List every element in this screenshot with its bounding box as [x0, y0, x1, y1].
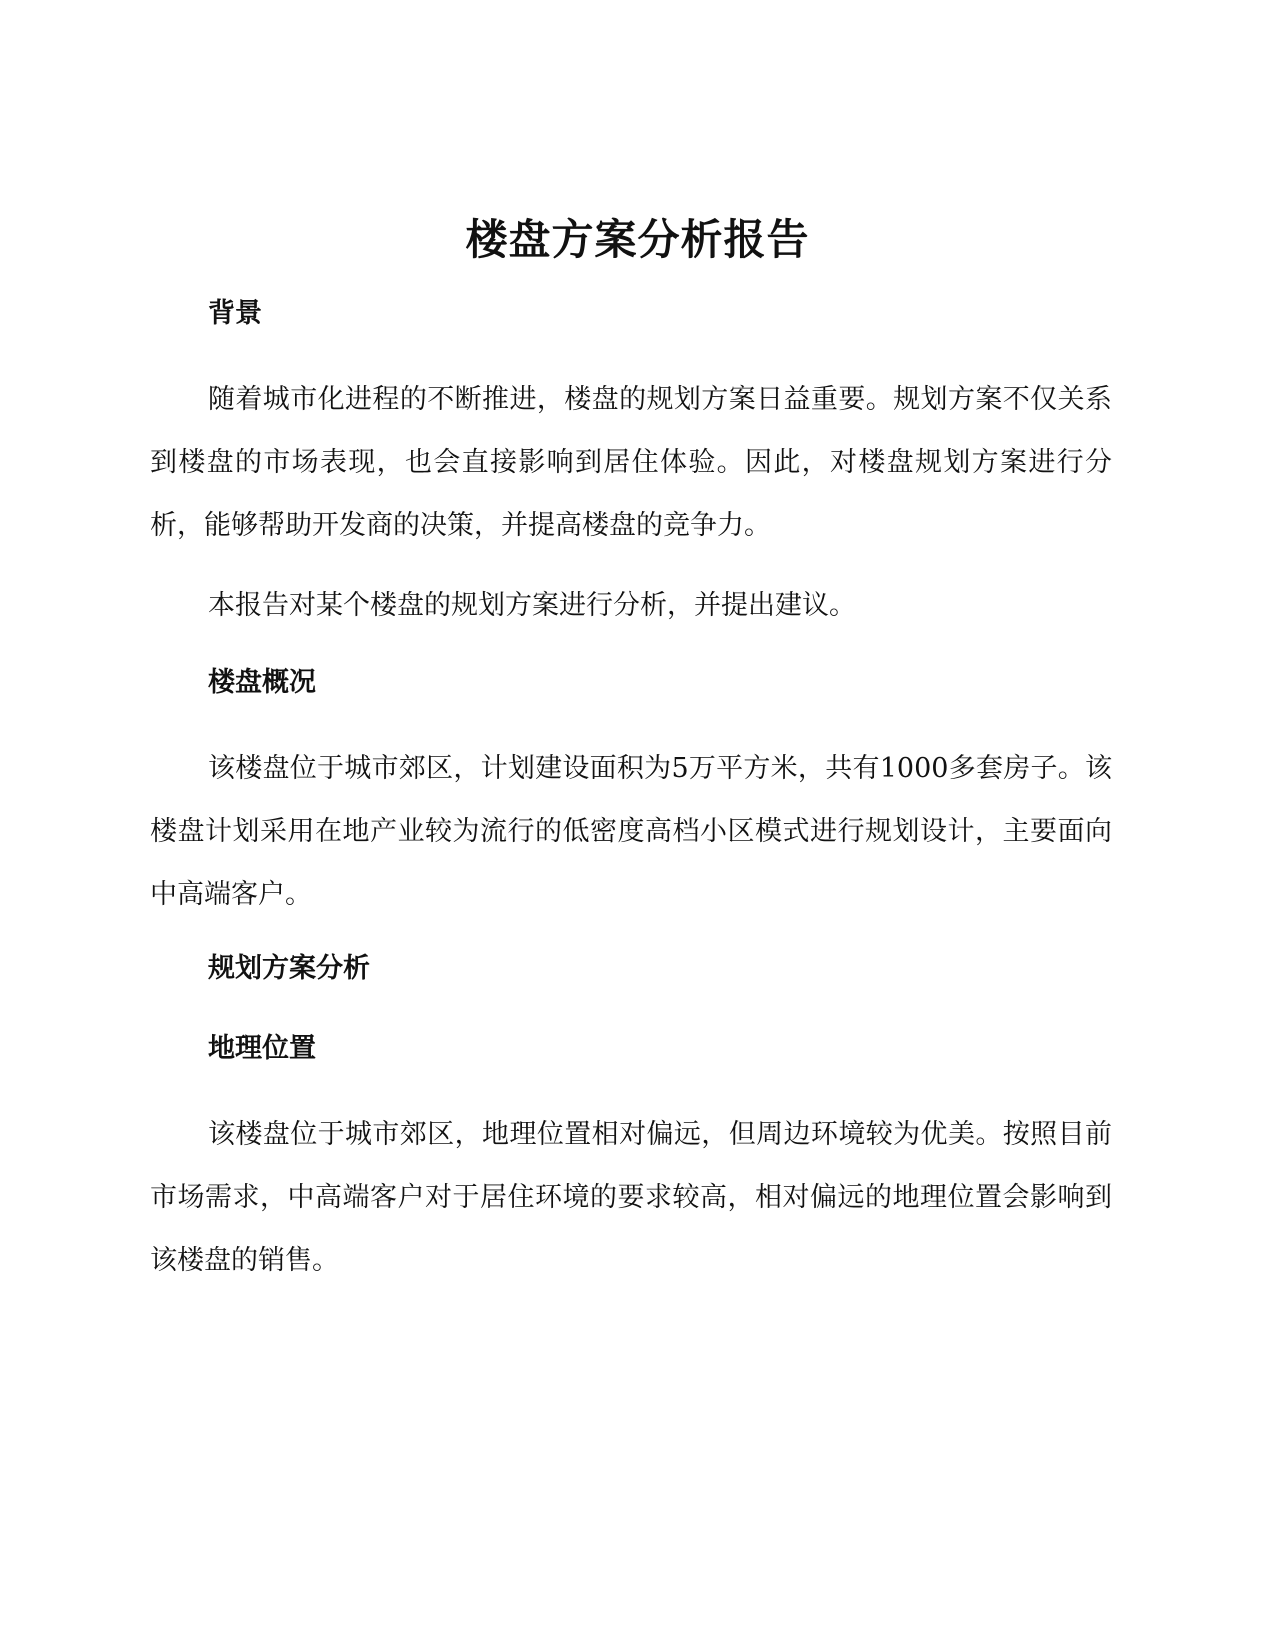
- background-paragraph-1: 随着城市化进程的不断推进，楼盘的规划方案日益重要。规划方案不仅关系到楼盘的市场表现，也会直接影响到居住体验。因此，对楼盘规划方案进行分析，能够帮助开发商的决策，并提高楼盘的竞争力。: [150, 384, 1112, 541]
- section-heading-plan-analysis: 规划方案分析: [208, 953, 370, 984]
- document-title: 楼盘方案分析报告: [465, 215, 810, 264]
- overview-paragraph: 该楼盘位于城市郊区，计划建设面积为5万平方米，共有1000多套房子。该楼盘计划采用在地产业较为流行的低密度高档小区模式进行规划设计，主要面向中高端客户。: [150, 753, 1112, 910]
- location-paragraph: 该楼盘位于城市郊区，地理位置相对偏远，但周边环境较为优美。按照目前市场需求，中高端客户对于居住环境的要求较高，相对偏远的地理位置会影响到该楼盘的销售。: [150, 1119, 1112, 1276]
- section-heading-overview: 楼盘概况: [208, 667, 316, 698]
- section-heading-background: 背景: [208, 298, 262, 329]
- section-heading-location: 地理位置: [208, 1033, 316, 1064]
- background-paragraph-2: 本报告对某个楼盘的规划方案进行分析，并提出建议。: [208, 590, 856, 621]
